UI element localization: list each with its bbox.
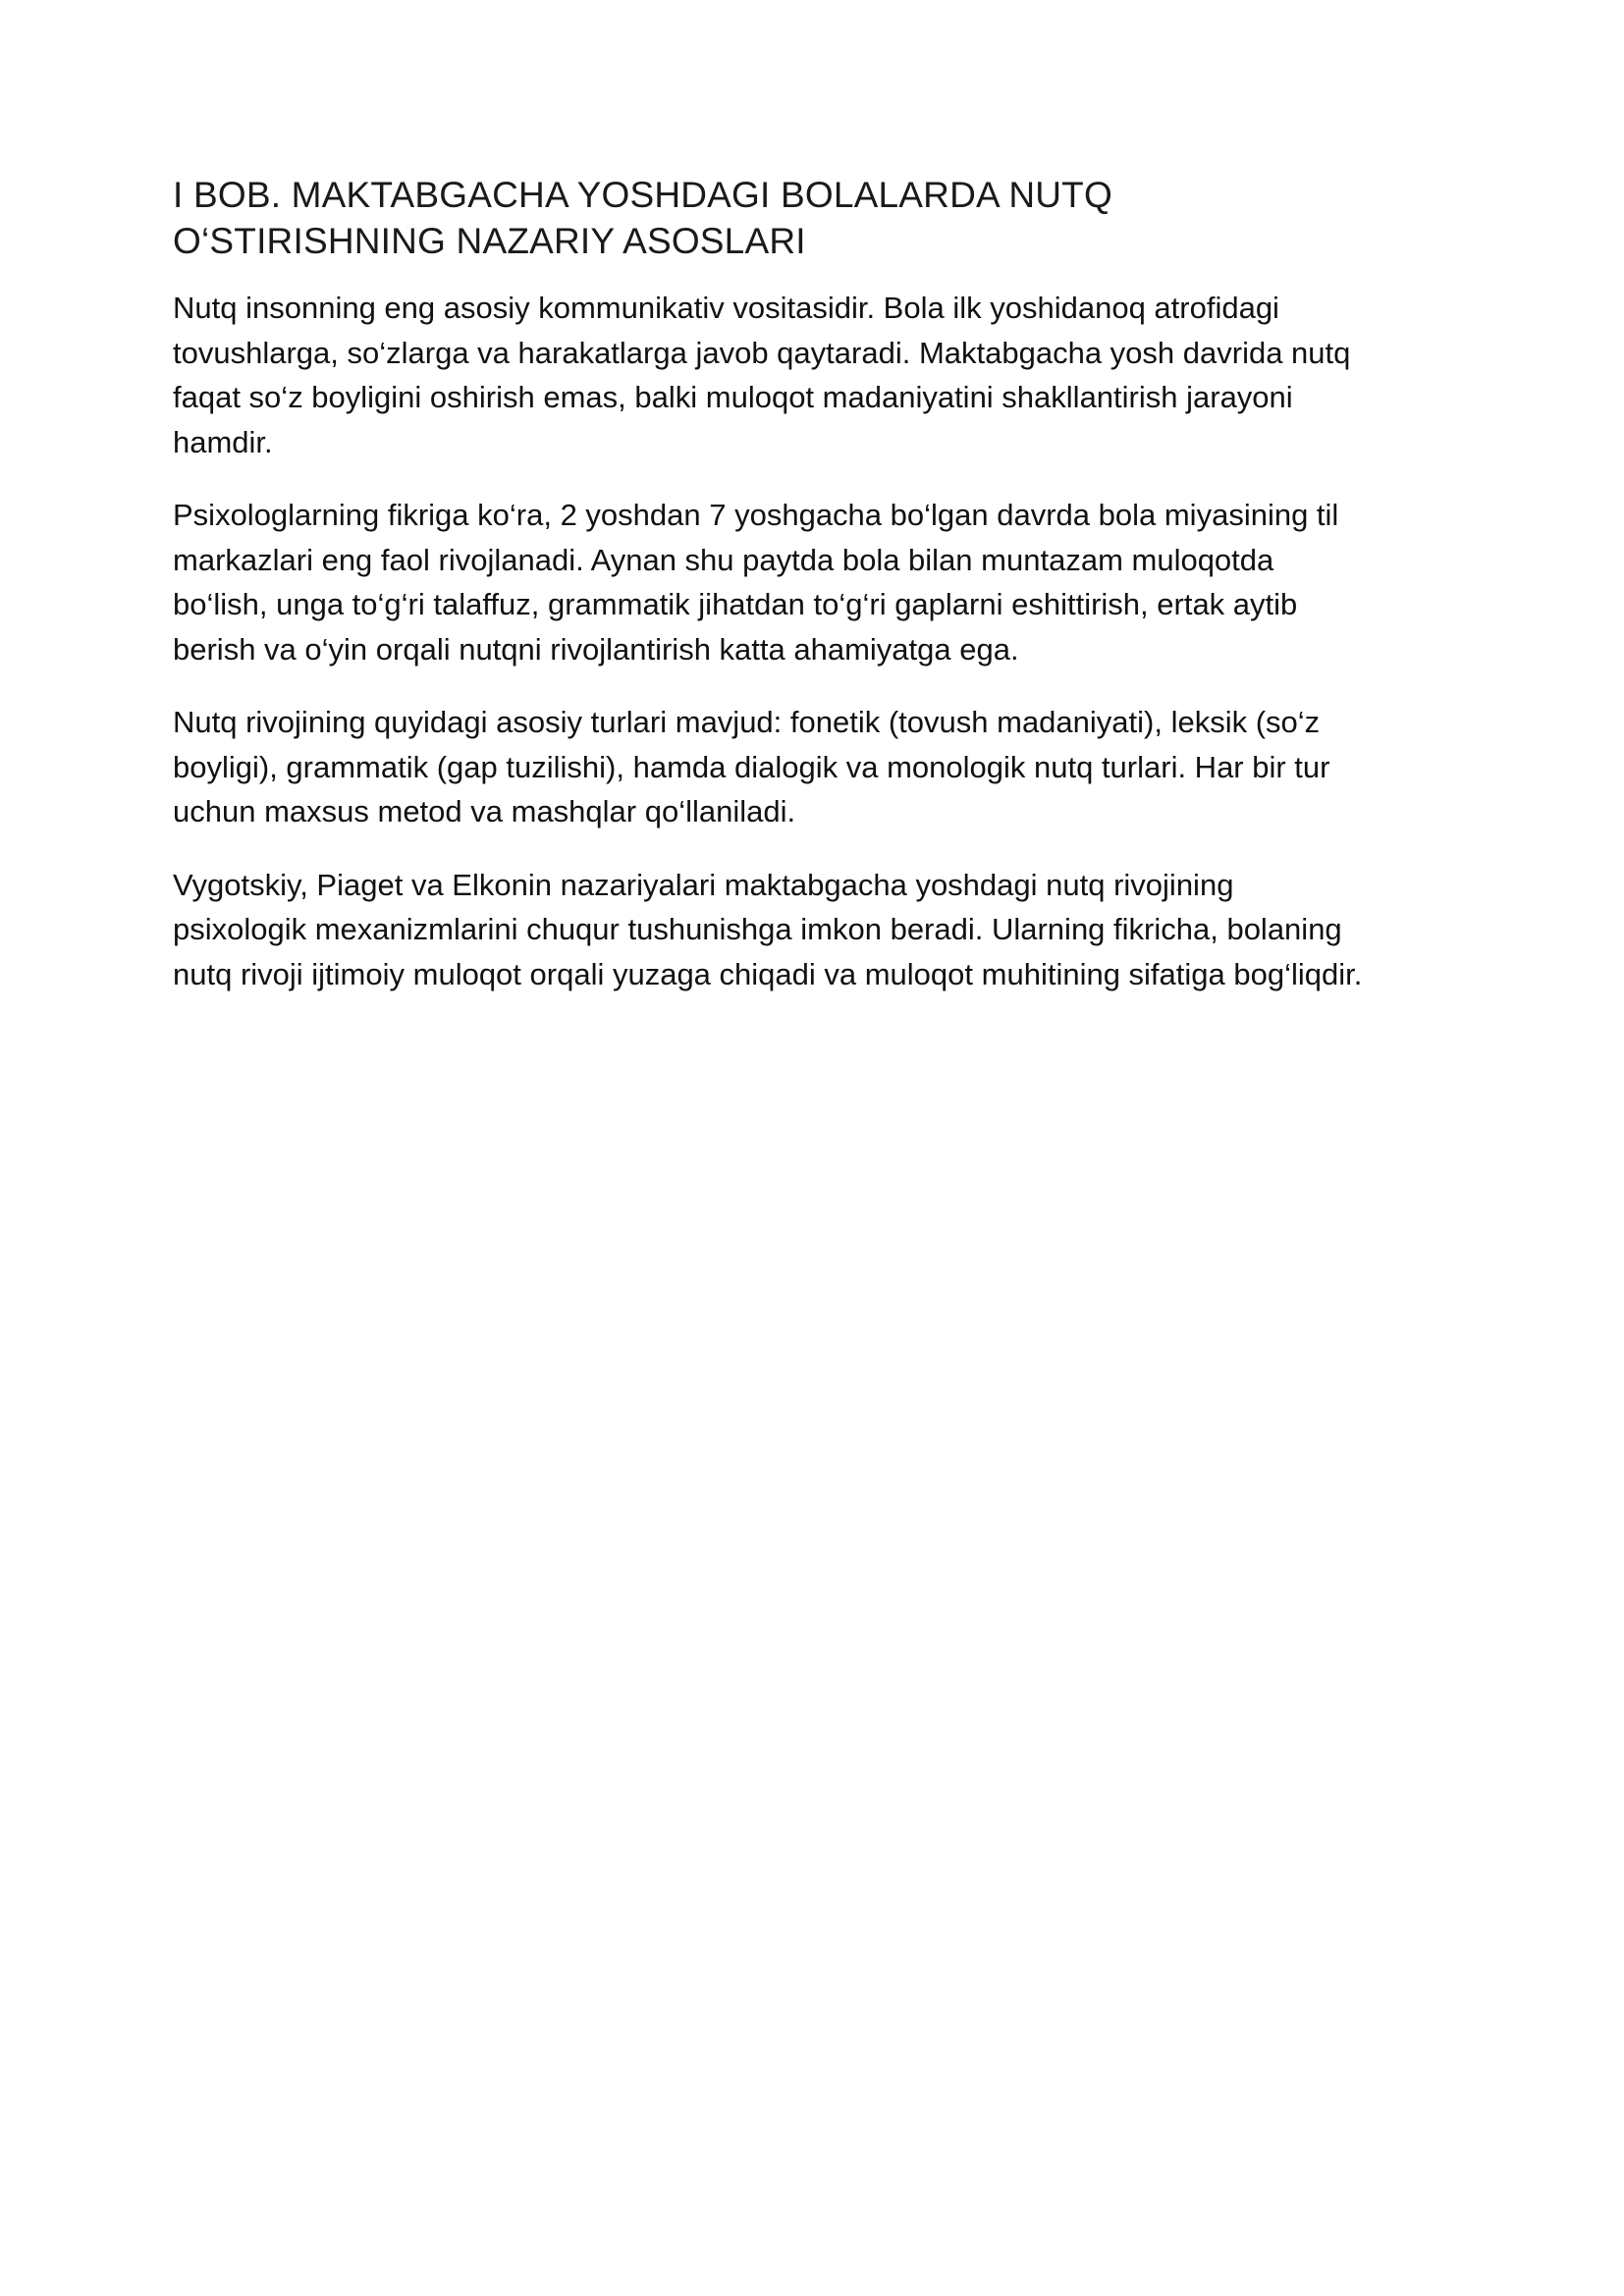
paragraph-speech-types [173, 700, 1469, 834]
paragraph-line: uchun maxsus metod va mashqlar qo‘llaniladi. [173, 794, 796, 828]
paragraph-intro [173, 286, 1469, 464]
paragraph-line: Nutq insonning eng asosiy kommunikativ vositasidir. Bola ilk yoshidanoq atrofidagi [173, 291, 1279, 325]
paragraph-line: Psixologlarning fikriga ko‘ra, 2 yoshdan 7 yoshgacha bo‘lgan davrda bola miyasining til [173, 498, 1339, 532]
chapter-title-line-2: O‘STIRISHNING NAZARIY ASOSLARI [173, 221, 806, 261]
chapter-title-line-1: I BOB. MAKTABGACHA YOSHDAGI BOLALARDA NUTQ [173, 175, 1112, 215]
paragraph-line: berish va o‘yin orqali nutqni rivojlantirish katta ahamiyatga ega. [173, 631, 1019, 667]
paragraph-line: nutq rivoji ijtimoiy muloqot orqali yuzaga chiqadi va muloqot muhitining sifatiga bog‘liqdir. [173, 956, 1363, 991]
paragraph-line: Nutq rivojining quyidagi asosiy turlari mavjud: fonetik (tovush madaniyati), leksik (so‘z [173, 705, 1321, 739]
paragraph-theories [173, 863, 1469, 997]
page-content [173, 172, 1469, 1025]
paragraph-psychology [173, 493, 1469, 671]
paragraph-line: markazlari eng faol rivojlanadi. Aynan shu paytda bola bilan muntazam muloqotda [173, 542, 1274, 577]
paragraph-line: tovushlarga, so‘zlarga va harakatlarga javob qaytaradi. Maktabgacha yosh davrida nutq [173, 335, 1351, 370]
chapter-title [173, 172, 1469, 264]
paragraph-line: faqat so‘z boyligini oshirish emas, balki muloqot madaniyatini shakllantirish jarayoni [173, 380, 1293, 414]
paragraph-line: bo‘lish, unga to‘g‘ri talaffuz, grammatik jihatdan to‘g‘ri gaplarni eshittirish, ertak aytib [173, 587, 1298, 621]
paragraph-line: boyligi), grammatik (gap tuzilishi), hamda dialogik va monologik nutq turlari. Har bir tur [173, 749, 1330, 784]
paragraph-line: psixologik mexanizmlarini chuqur tushunishga imkon beradi. Ularning fikricha, bolaning [173, 912, 1342, 946]
paragraph-line: hamdir. [173, 424, 273, 459]
paragraph-line: Vygotskiy, Piaget va Elkonin nazariyalari maktabgacha yoshdagi nutq rivojining [173, 867, 1234, 902]
